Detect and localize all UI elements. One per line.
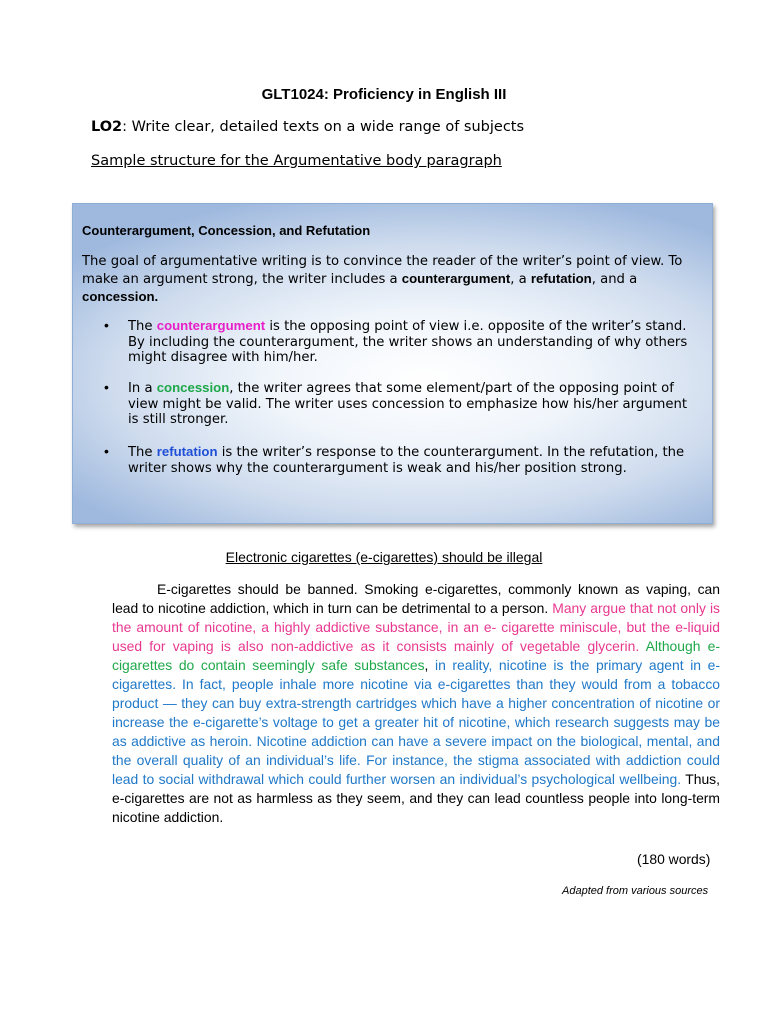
essay-comma: ,: [424, 657, 436, 673]
bullet-counterargument: [128, 318, 693, 366]
essay-counterargument: Many argue that not only is the amount of nicotine, a highly addictive substance, in an e- cigarette miniscule, but the e-liquid used for vaping is also non-addictive as it consists mainly of vegetable glycerin.: [112, 600, 720, 654]
bullet-text: The: [128, 319, 157, 334]
learning-outcome: [91, 119, 524, 135]
intro-concession: concession.: [82, 289, 159, 304]
intro-counterargument: counterargument: [401, 271, 511, 286]
intro-refutation: refutation: [530, 271, 592, 286]
info-box-intro: [82, 253, 702, 306]
bullet-text: is the writer’s response to the counterargument. In the refutation, the writer shows why the counterargument is weak and his/her position strong.: [128, 445, 685, 476]
bullet-text: The: [128, 445, 157, 460]
intro-text: The goal of argumentative writing is to convince the reader of the writer’s point of view. To make an argument strong, the writer includes a: [82, 254, 683, 287]
bullet-refutation: [128, 444, 693, 476]
bullet-concession: [128, 380, 693, 428]
essay-concession: Although e-cigarettes do contain seemingly safe substances: [112, 638, 720, 673]
document-title: GLT1024: Proficiency in English III: [261, 86, 507, 103]
essay-paragraph: [112, 580, 720, 827]
sample-heading: Sample structure for the Argumentative body paragraph: [91, 153, 502, 169]
essay-conclusion: Thus, e-cigarettes are not as harmless as they seem, and they can lead countless people into long-term nicotine addiction.: [112, 771, 720, 825]
bullet-dot: •: [104, 317, 109, 333]
essay-title: Electronic cigarettes (e-cigarettes) should be illegal: [225, 549, 543, 565]
keyword-concession: concession: [156, 380, 230, 395]
intro-text: , a: [510, 272, 531, 287]
bullet-text: , the writer agrees that some element/part of the opposing point of view might be valid. The writer uses concession to emphasize how his/her argument is still stronger.: [128, 381, 688, 427]
source-note: Adapted from various sources: [562, 885, 709, 897]
lo-label: LO2: [91, 119, 123, 135]
word-count: (180 words): [637, 851, 711, 867]
bullet-dot: •: [104, 379, 109, 395]
info-box-heading: Counterargument, Concession, and Refutation: [82, 223, 371, 238]
lo-text: : Write clear, detailed texts on a wide range of subjects: [122, 119, 525, 135]
intro-text: , and a: [591, 272, 638, 287]
keyword-refutation: refutation: [156, 444, 218, 459]
bullet-dot: •: [104, 443, 109, 459]
bullet-text: In a: [128, 381, 157, 396]
keyword-counterargument: counterargument: [156, 318, 266, 333]
essay-refutation: in reality, nicotine is the primary agent in e-cigarettes. In fact, people inhale more nicotine via e-cigarettes than they would from a tobacco product — they can buy extra-strength cartridges which have a higher concentration of nicotine or increase the e-cigarette’s voltage to get a greater hit of nicotine, which research suggests may be as addictive as heroin. Nicotine addiction can have a severe impact on the biological, mental, and the overall quality of an individual’s life. For instance, the stigma associated with addiction could lead to social withdrawal which could further worsen an individual’s psychological wellbeing.: [112, 657, 720, 787]
bullet-text: is the opposing point of view i.e. opposite of the writer’s stand. By including the counterargument, the writer shows an understanding of why others might disagree with him/her.: [128, 319, 688, 365]
essay-claim: E-cigarettes should be banned. Smoking e-cigarettes, commonly known as vaping, can lead to nicotine addiction, which in turn can be detrimental to a person.: [112, 581, 720, 616]
